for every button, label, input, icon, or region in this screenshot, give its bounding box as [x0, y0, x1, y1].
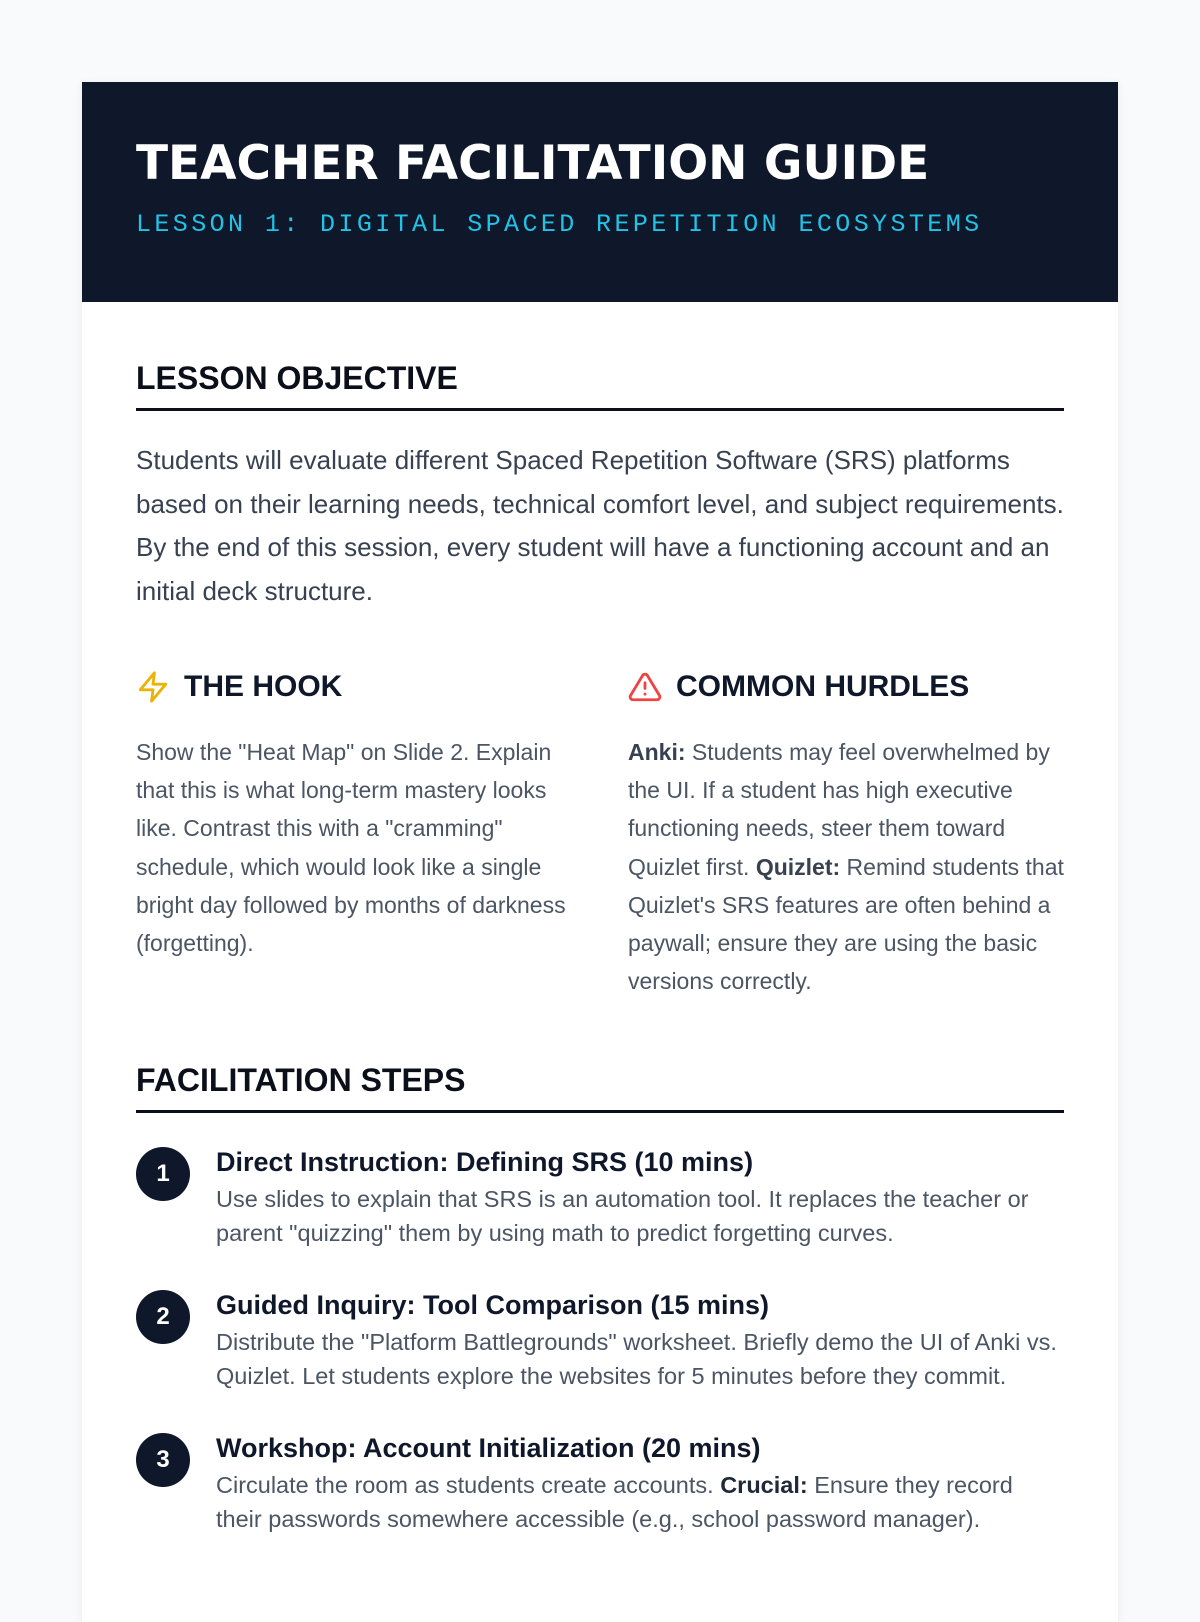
step-number-badge: 1: [136, 1147, 190, 1201]
step-item: [136, 1145, 1064, 1250]
crucial-label: Crucial:: [720, 1472, 808, 1499]
quizlet-text: Remind students that Quizlet's SRS features are often behind a paywall; ensure they are using the basic versions correctly.: [628, 853, 1064, 995]
step-item: [136, 1431, 1064, 1536]
anki-label: Anki:: [628, 739, 686, 765]
guide-content: [82, 360, 1118, 1536]
step-description: [216, 1469, 1064, 1536]
steps-heading: FACILITATION STEPS: [136, 1062, 1064, 1113]
step-description: Use slides to explain that SRS is an automation tool. It replaces the teacher or parent "quizzing" them by using math to predict forgetting curves.: [216, 1186, 1029, 1246]
hook-hurdles-columns: [136, 667, 1064, 1000]
step-number-badge: 2: [136, 1290, 190, 1344]
step-title: Direct Instruction: Defining SRS (10 mins): [216, 1147, 754, 1178]
step-desc-pre: Circulate the room as students create accounts.: [216, 1472, 721, 1499]
step-desc-post: Ensure they record their passwords somewhere accessible (e.g., school password manager).: [216, 1472, 1013, 1532]
step-body: [216, 1431, 1064, 1536]
step-title: Guided Inquiry: Tool Comparison (15 mins): [216, 1290, 770, 1321]
step-description: Distribute the "Platform Battlegrounds" worksheet. Briefly demo the UI of Anki vs. Quizlet. Let students explore the websites for 5 minutes before they commit.: [216, 1329, 1057, 1389]
step-item: [136, 1288, 1064, 1393]
steps-list: [136, 1145, 1064, 1536]
guide-card: [82, 82, 1118, 1622]
hook-section: [136, 667, 572, 1000]
hook-text: Show the "Heat Map" on Slide 2. Explain that this is what long-term mastery looks like. Contrast this with a "cramming" schedule, which would look like a single bright day followed by months of darkness (forgetting).: [136, 739, 566, 957]
objective-text: Students will evaluate different Spaced Repetition Software (SRS) platforms based on their learning needs, technical comfort level, and subject requirements. By the end of this session, every student will have a functioning account and an initial deck structure.: [136, 445, 1064, 606]
page-title: TEACHER FACILITATION GUIDE: [136, 136, 930, 191]
quizlet-label: Quizlet:: [755, 853, 841, 880]
step-title: Workshop: Account Initialization (20 mins): [216, 1433, 761, 1464]
hurdles-text: [628, 733, 1064, 1000]
hook-heading: THE HOOK: [184, 670, 343, 703]
anki-text: Students may feel overwhelmed by the UI. If a student has high executive functioning needs, steer them toward Quizlet first.: [628, 739, 1050, 880]
step-number-badge: 3: [136, 1433, 190, 1487]
warning-icon: [628, 670, 662, 704]
hurdles-heading-row: [628, 667, 1064, 707]
hook-heading-row: [136, 667, 572, 707]
step-body: [216, 1145, 1064, 1250]
guide-header: [82, 82, 1118, 302]
objective-heading: LESSON OBJECTIVE: [136, 360, 1064, 411]
step-body: [216, 1288, 1064, 1393]
lightning-icon: [136, 670, 170, 704]
hurdles-heading: COMMON HURDLES: [676, 670, 970, 703]
hurdles-section: [628, 667, 1064, 1000]
lesson-subtitle: LESSON 1: DIGITAL SPACED REPETITION ECOSYSTEMS: [136, 210, 983, 239]
